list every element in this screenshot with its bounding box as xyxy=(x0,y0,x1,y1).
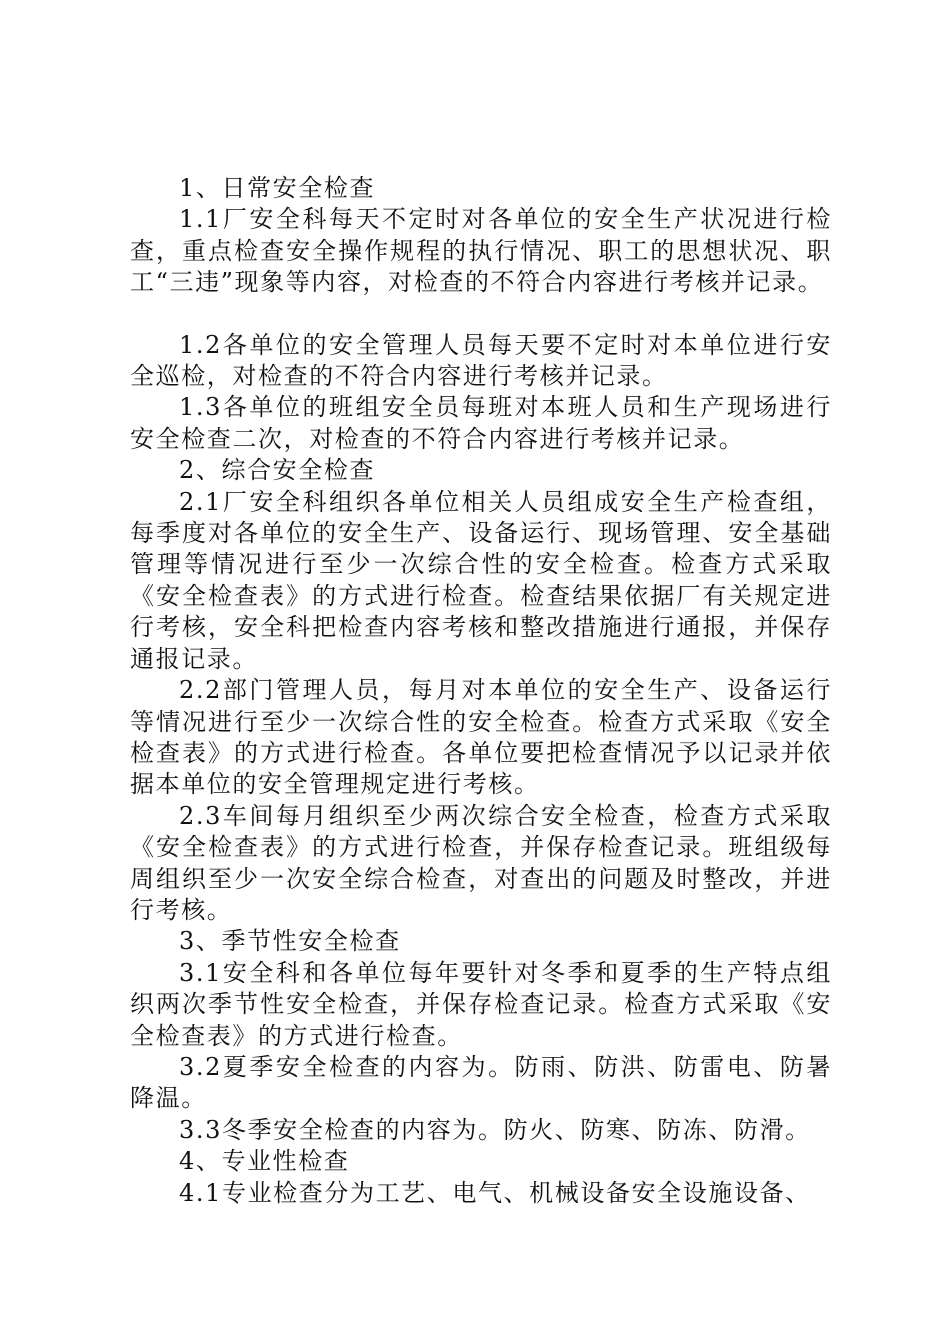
paragraph: 3.1安全科和各单位每年要针对冬季和夏季的生产特点组织两次季节性安全检查，并保存检查记录。检查方式采取《安全检查表》的方式进行检查。 xyxy=(130,958,832,1050)
paragraph: 3.2夏季安全检查的内容为。防雨、防洪、防雷电、防暑降温。 xyxy=(130,1052,832,1113)
paragraph: 2.2部门管理人员，每月对本单位的安全生产、设备运行等情况进行至少一次综合性的安全检查。检查方式采取《安全检查表》的方式进行检查。各单位要把检查情况予以记录并依据本单位的安全管理规定进行考核。 xyxy=(130,676,832,799)
section-heading: 1、日常安全检查 xyxy=(179,174,376,202)
paragraph: 1.1厂安全科每天不定时对各单位的安全生产状况进行检查，重点检查安全操作规程的执行情况、职工的思想状况、职工“三违”现象等内容，对检查的不符合内容进行考核并记录。 xyxy=(130,205,832,297)
paragraph: 2.3车间每月组织至少两次综合安全检查，检查方式采取《安全检查表》的方式进行检查，并保存检查记录。班组级每周组织至少一次安全综合检查，对查出的问题及时整改，并进行考核。 xyxy=(130,801,832,924)
blank-line xyxy=(130,299,832,330)
paragraph: 1.2各单位的安全管理人员每天要不定时对本单位进行安全巡检，对检查的不符合内容进行考核并记录。 xyxy=(130,330,832,391)
section-heading: 2、综合安全检查 xyxy=(179,456,376,485)
paragraph: 1.3各单位的班组安全员每班对本班人员和生产现场进行安全检查二次，对检查的不符合内容进行考核并记录。 xyxy=(130,393,832,453)
section-heading: 4、专业性检查 xyxy=(179,1147,350,1176)
document-body xyxy=(130,173,832,1209)
paragraph: 2.1厂安全科组织各单位相关人员组成安全生产检查组，每季度对各单位的安全生产、设备运行、现场管理、安全基础管理等情况进行至少一次综合性的安全检查。检查方式采取《安全检查表》的方式进行检查。检查结果依据厂有关规定进行考核，安全科把检查内容考核和整改措施进行通报，并保存通报记录。 xyxy=(130,487,832,673)
paragraph: 3.3冬季安全检查的内容为。防火、防寒、防冻、防滑。 xyxy=(179,1115,811,1144)
paragraph: 4.1专业检查分为工艺、电气、机械设备安全设施设备、 xyxy=(179,1178,811,1207)
section-heading: 3、季节性安全检查 xyxy=(179,927,401,956)
